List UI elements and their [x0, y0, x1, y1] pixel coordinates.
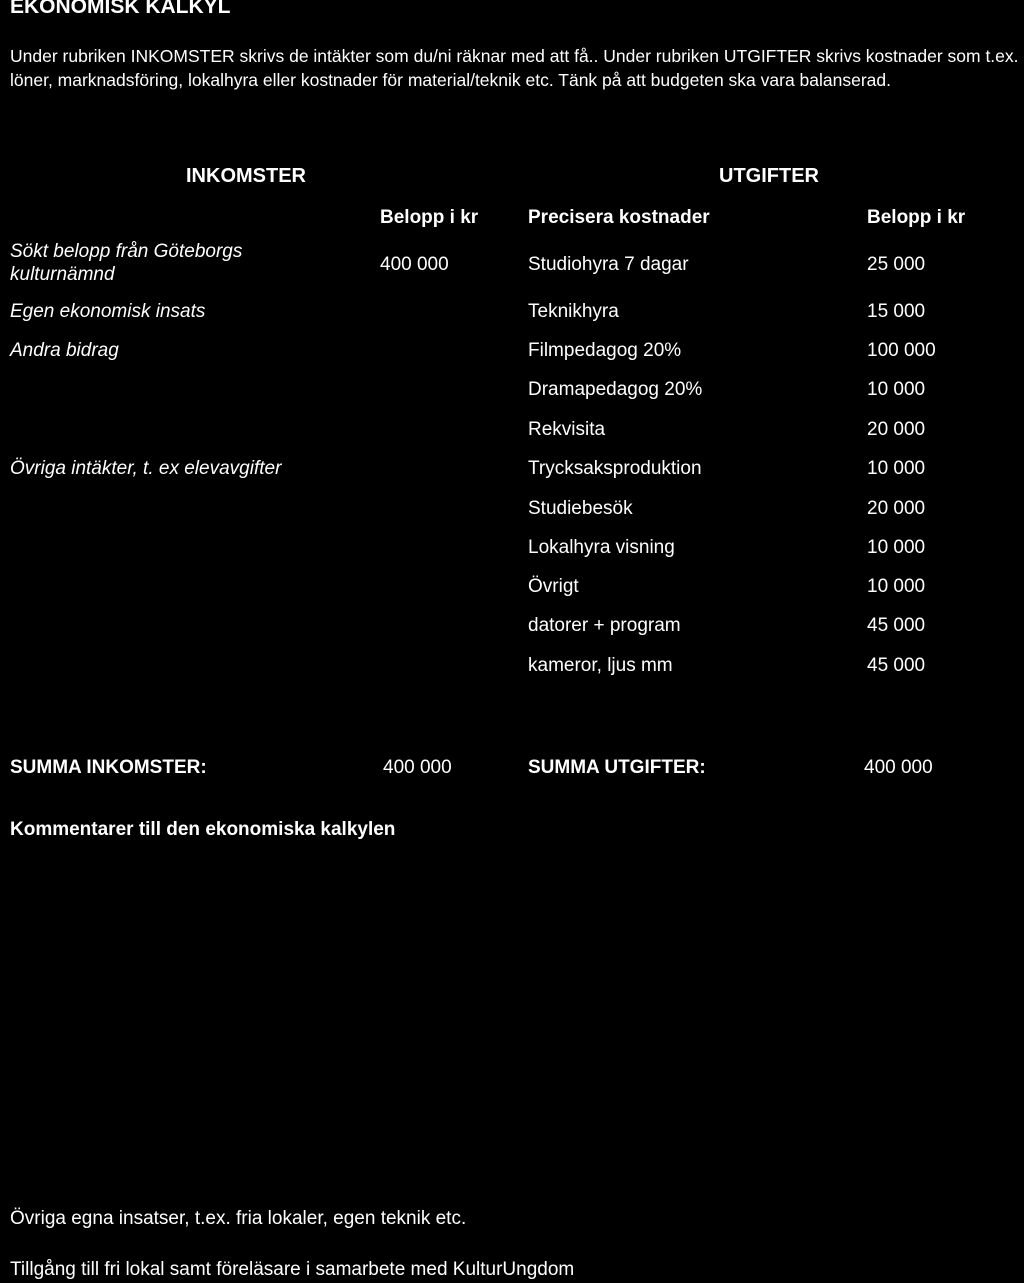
expenses-heading: UTGIFTER	[719, 165, 819, 187]
expense-amount: 100 000	[867, 340, 936, 361]
income-amount-header: Belopp i kr	[380, 207, 479, 228]
expense-amount: 25 000	[867, 254, 926, 275]
expense-label: Trycksaksproduktion	[528, 458, 702, 479]
income-total-value: 400 000	[383, 757, 452, 778]
income-label: Egen ekonomisk insats	[10, 301, 206, 322]
expense-label: datorer + program	[528, 615, 681, 636]
other-efforts-text: Tillgång till fri lokal samt föreläsare i samarbete med KulturUngdom	[10, 1259, 575, 1280]
expense-label: Studiohyra 7 dagar	[528, 254, 689, 275]
expense-amount: 20 000	[867, 498, 926, 519]
expense-amount: 10 000	[867, 576, 926, 597]
expense-amount: 45 000	[867, 655, 926, 676]
expense-amount: 15 000	[867, 301, 926, 322]
expenses-desc-header: Precisera kostnader	[528, 207, 710, 228]
expense-label: Övrigt	[528, 576, 579, 597]
expense-label: Teknikhyra	[528, 301, 619, 322]
income-label: kulturnämnd	[10, 264, 115, 285]
expense-label: Studiebesök	[528, 498, 633, 519]
intro-text: Under rubriken INKOMSTER skrivs de intäkter som du/ni räknar med att få.. Under rubriken UTGIFTER skrivs kostnader som t.ex. löner, marknadsföring, lokalhyra eller kostnader för material/teknik etc. Tänk på att budgeten ska vara balanserad.	[10, 46, 1019, 90]
expense-label: Dramapedagog 20%	[528, 379, 703, 400]
expense-amount: 10 000	[867, 379, 926, 400]
expense-label: kameror, ljus mm	[528, 655, 673, 676]
expense-amount: 10 000	[867, 458, 926, 479]
expense-amount: 45 000	[867, 615, 926, 636]
comments-heading: Kommentarer till den ekonomiska kalkylen	[10, 819, 396, 840]
expenses-total-label: SUMMA UTGIFTER:	[528, 757, 706, 778]
income-heading: INKOMSTER	[186, 165, 306, 187]
document-title: EKONOMISK KALKYL	[10, 0, 231, 18]
expense-label: Rekvisita	[528, 419, 606, 440]
expense-amount: 10 000	[867, 537, 926, 558]
income-label: Andra bidrag	[10, 340, 119, 361]
income-total-label: SUMMA INKOMSTER:	[10, 757, 207, 778]
income-amount: 400 000	[380, 254, 449, 275]
income-label: Sökt belopp från Göteborgs	[10, 241, 243, 262]
expenses-total-value: 400 000	[864, 757, 933, 778]
expense-label: Lokalhyra visning	[528, 537, 675, 558]
expense-amount: 20 000	[867, 419, 926, 440]
income-label: Övriga intäkter, t. ex elevavgifter	[10, 458, 282, 479]
other-efforts-label: Övriga egna insatser, t.ex. fria lokaler, egen teknik etc.	[10, 1208, 467, 1229]
expense-label: Filmpedagog 20%	[528, 340, 682, 361]
expenses-amount-header: Belopp i kr	[867, 207, 966, 228]
